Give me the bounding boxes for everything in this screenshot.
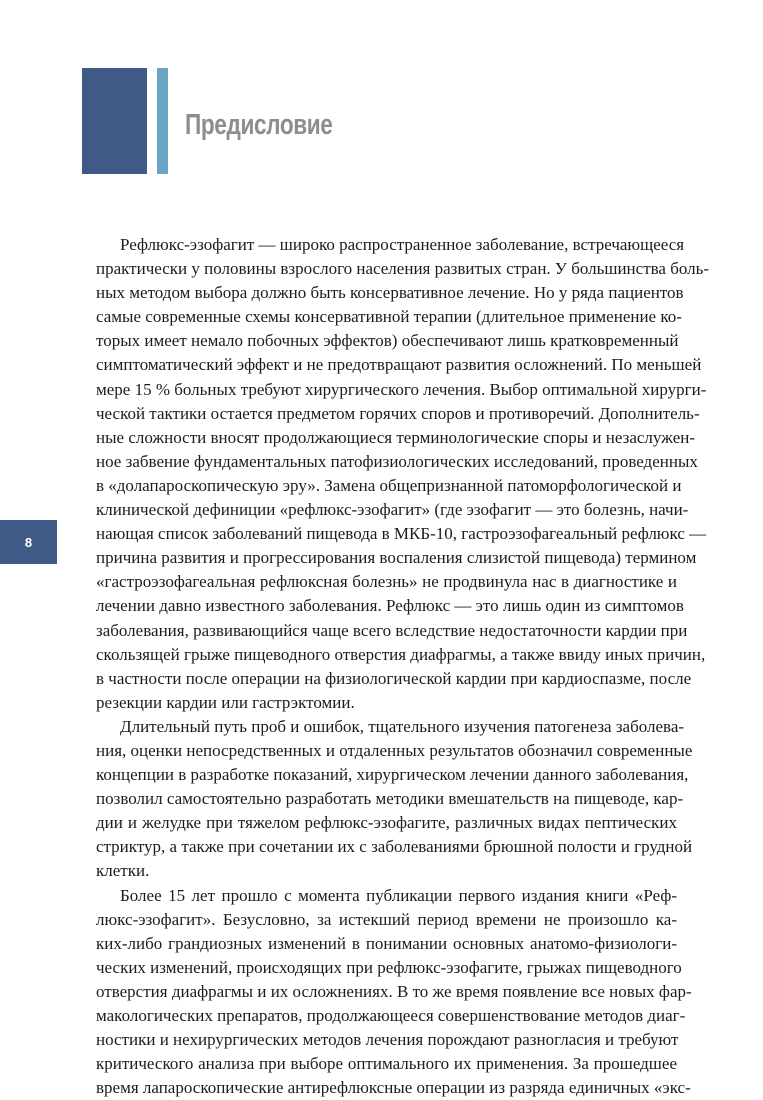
page-number: 8 — [24, 534, 33, 550]
text-line: дии и желудке при тяжелом рефлюкс-эзофагите, различных видах пептических — [96, 813, 677, 833]
text-line: самые современные схемы консервативной терапии (длительное применение ко- — [96, 307, 682, 327]
text-line: ких-либо грандиозных изменений в понимании основных анатомо-физиологи- — [96, 933, 677, 953]
text-line: Длительный путь проб и ошибок, тщательного изучения патогенеза заболева- — [120, 716, 685, 736]
text-line: практически у половины взрослого населения развитых стран. У большинства боль- — [96, 259, 710, 279]
page-heading: Предисловие — [185, 109, 333, 141]
text-line: ческих изменений, происходящих при рефлюкс-эзофагите, грыжах пищеводного — [96, 957, 682, 977]
text-line: лечении давно известного заболевания. Рефлюкс — это лишь один из симптомов — [96, 596, 684, 616]
heading-accent-block — [82, 68, 147, 174]
text-line: ное забвение фундаментальных патофизиологических исследований, проведенных — [96, 451, 698, 471]
text-line: торых имеет немало побочных эффектов) обеспечивают лишь кратковременный — [96, 331, 679, 351]
text-line: стриктур, а также при сочетании их с заболеваниями брюшной полости и грудной — [96, 837, 693, 857]
text-line: ния, оценки непосредственных и отдаленных результатов обозначил современные — [96, 740, 693, 760]
text-line: клинической дефиниции «рефлюкс-эзофагит» (где эзофагит — это болезнь, начи- — [96, 500, 689, 520]
text-line: ческой тактики остается предметом горячих споров и противоречий. Дополнитель- — [96, 403, 700, 423]
paragraph — [96, 715, 693, 884]
text-line: в «долапароскопическую эру». Замена общепризнанной патоморфологической и — [96, 475, 682, 495]
text-line: время лапароскопические антирефлюксные операции из разряда единичных «экс- — [96, 1078, 691, 1098]
text-line: концепции в разработке показаний, хирургическом лечении данного заболевания, — [96, 765, 689, 785]
text-line: «гастроэзофагеальная рефлюксная болезнь» не продвинула нас в диагностике и — [96, 572, 677, 592]
text-line: Рефлюкс-эзофагит — широко распространенное заболевание, встречающееся — [120, 235, 685, 254]
text-line: заболевания, развивающийся чаще всего вследствие недостаточности кардии при — [96, 620, 688, 640]
text-line: резекции кардии или гастрэктомии. — [96, 692, 355, 712]
text-line: отверстия диафрагмы и их осложнениях. В то же время появление все новых фар- — [96, 981, 692, 1001]
text-line: Более 15 лет прошло с момента публикации первого издания книги «Реф- — [120, 885, 677, 905]
text-line: люкс-эзофагит». Безусловно, за истекший период времени не произошло ка- — [96, 909, 677, 929]
text-line: макологических препаратов, продолжающееся совершенствование методов диаг- — [96, 1006, 686, 1025]
text-line: мере 15 % больных требуют хирургического лечения. Выбор оптимальной хирурги- — [96, 379, 707, 399]
text-line: критического анализа при выборе оптимального их применения. За прошедшее — [96, 1054, 677, 1074]
text-line: позволил самостоятельно разработать методики вмешательств на пищеводе, кар- — [96, 789, 684, 809]
page-number-tab — [0, 520, 57, 564]
text-line: причина развития и прогрессирования воспаления слизистой пищевода) термином — [96, 548, 697, 568]
body-text — [96, 233, 710, 1100]
text-line: скользящей грыже пищеводного отверстия диафрагмы, а также ввиду иных причин, — [96, 644, 706, 664]
text-line: ные сложности вносят продолжающиеся терминологические споры и незаслужен- — [96, 427, 696, 447]
text-line: в частности после операции на физиологической кардии при кардиоспазме, после — [96, 668, 692, 688]
heading-accent-stripe — [157, 68, 168, 174]
text-line: ностики и нехирургических методов лечения порождают разногласия и требуют — [96, 1030, 679, 1050]
paragraph — [96, 233, 710, 715]
text-line: ных методом выбора должно быть консервативное лечение. Но у ряда пациентов — [96, 283, 684, 303]
text-line: клетки. — [96, 861, 150, 881]
paragraph — [96, 884, 692, 1100]
text-line: симптоматический эффект и не предотвращают развития осложнений. По меньшей — [96, 355, 702, 375]
text-line: нающая список заболеваний пищевода в МКБ-10, гастроэзофагеальный рефлюкс — — [96, 524, 707, 544]
